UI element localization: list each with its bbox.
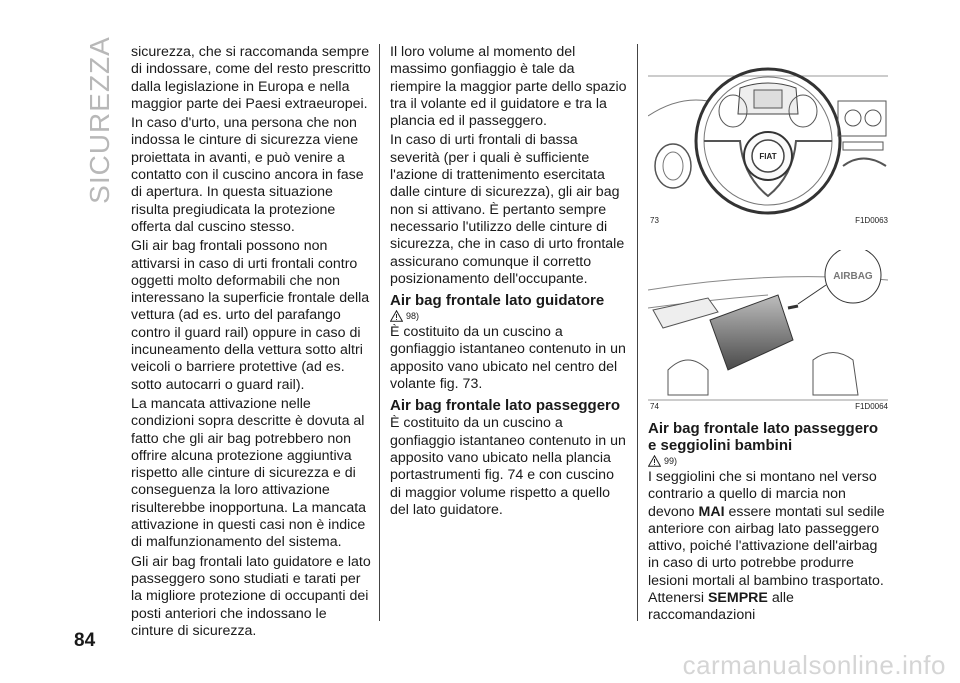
warning-triangle-icon xyxy=(390,310,403,322)
warning-reference[interactable] xyxy=(648,455,888,467)
paragraph: È costituito da un cuscino a gonfiaggio istantaneo contenuto in un apposito vano ubicato nella plancia portastrumenti fig. 74 e con cuscino di maggior volume rispetto a quello del lato guidatore. xyxy=(390,415,626,518)
watermark: carmanualsonline.info xyxy=(682,650,946,680)
passenger-airbag-illustration xyxy=(648,250,888,405)
page-number: 84 xyxy=(74,630,96,651)
section-side-title: SICUREZZA xyxy=(84,36,115,204)
section-heading: Air bag frontale lato passeggero xyxy=(390,397,621,415)
text-column-2 xyxy=(390,44,628,521)
figure-code: F1D0064 xyxy=(855,402,888,411)
paragraph: La mancata attivazione nelle condizioni sopra descritte è dovuta al fatto che gli air bag potrebbero non offrire alcuna protezione aggiuntiva rispetto alle cinture di sicurezza e di conseguenza la loro attivazione risulterebbe inopportuna. La mancata attivazione in questi casi non è indice di malfunzionamento del sistema. xyxy=(131,395,367,551)
text-column-3 xyxy=(648,420,888,627)
airbag-label: AIRBAG xyxy=(833,271,873,282)
fiat-logo-text: FIAT xyxy=(759,152,777,161)
warning-ref-number: 99) xyxy=(664,456,678,466)
warning-ref-number: 98) xyxy=(406,311,420,322)
paragraph: Il loro volume al momento del massimo gonfiaggio è tale da riempire la maggior parte dello spazio tra il volante ed il guidatore e tra la plancia ed il passeggero. xyxy=(390,44,627,130)
paragraph: In caso di urti frontali di bassa severità (per i quali è sufficiente l'azione di trattenimento esercitata dalle cinture di sicurezza), gli air bag non si attivano. È pertanto sempre necessario l'utilizzo delle cinture di sicurezza, che in caso di urto frontale assicurano comunque il corretto posizionamento dell'occupante. xyxy=(390,132,625,287)
steering-wheel-illustration xyxy=(648,56,888,221)
section-heading: Air bag frontale lato passeggero e seggiolini bambini xyxy=(648,420,879,454)
column-divider-2 xyxy=(637,44,638,621)
figure-number: 74 xyxy=(650,402,659,411)
text-run: essere montati sul sedile anteriore con airbag lato passeggero attivo, poiché l'attivazione dell'airbag in caso di urto potrebbe produrre lesioni mortali al bambino trasportato. Attenersi xyxy=(648,503,885,607)
text-run: I seggiolini che si montano nel verso contrario a quello di marcia non devono xyxy=(648,469,877,520)
emphasis-text: MAI xyxy=(698,503,725,520)
figure-74 xyxy=(648,250,888,420)
section-heading: Air bag frontale lato guidatore xyxy=(390,292,605,310)
paragraph: Gli air bag frontali possono non attivarsi in caso di urti frontali contro oggetti molto deformabili che non interessano la superficie frontale della vettura (ad es. urto del parafango contro il guard rail) oppure in caso di incuneamento della vettura sotto altri veicoli o barriere protettive (ad es. sotto autocarri o guard rail). xyxy=(131,238,370,393)
paragraph xyxy=(648,469,888,625)
column-divider-1 xyxy=(379,44,380,621)
paragraph: sicurezza, che si raccomanda sempre di indossare, come del resto prescritto dalla legislazione in Europa e nella maggior parte dei Paesi extraeuropei. xyxy=(131,44,371,112)
emphasis-text: SEMPRE xyxy=(707,590,768,607)
figure-code: F1D0063 xyxy=(855,216,888,225)
text-run: alle raccomandazioni xyxy=(648,590,794,624)
text-column-1 xyxy=(131,44,371,642)
figure-73 xyxy=(648,56,888,236)
paragraph: Gli air bag frontali lato guidatore e lato passeggero sono studiati e tarati per la migliore protezione di occupanti dei posti anteriori che indossano le cinture di sicurezza. xyxy=(131,553,371,639)
paragraph: È costituito da un cuscino a gonfiaggio istantaneo contenuto in un apposito vano ubicato nel centro del volante fig. 73. xyxy=(390,324,626,393)
paragraph: In caso d'urto, una persona che non indossa le cinture di sicurezza viene proiettata in avanti, e può venire a contatto con il cuscino ancora in fase di apertura. In questa situazione risulta pregiudicata la protezione offerta dal cuscino stesso. xyxy=(131,115,364,235)
warning-reference[interactable] xyxy=(390,310,628,322)
warning-triangle-icon xyxy=(648,455,661,467)
figure-number: 73 xyxy=(650,216,659,225)
